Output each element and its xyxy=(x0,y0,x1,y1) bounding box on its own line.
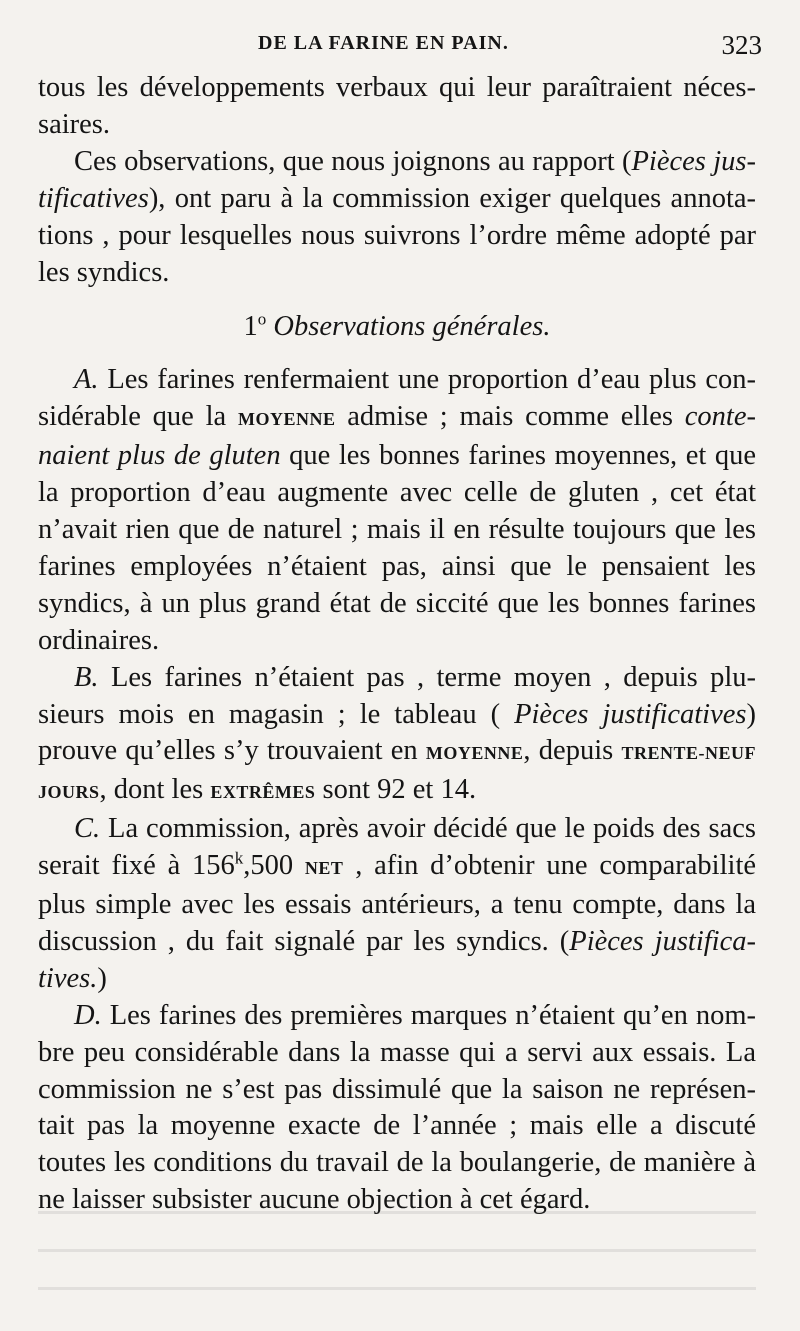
paragraph-label: D. xyxy=(74,999,102,1031)
paragraph-label: B. xyxy=(74,661,99,693)
page-header xyxy=(38,32,762,66)
page-number: 323 xyxy=(721,30,762,60)
paragraph-label: A. xyxy=(74,364,99,396)
section-heading: 1$^o$ Observations générales. xyxy=(243,309,551,343)
paragraph-c: C. La commission, après avoir décidé que le poids des sacs serait fixé à 156$^k$,500 NET , afin d’obtenir une comparabilité plus simple avec les essais antérieurs, a tenu compte, dans la discussion , du fait signalé par les syndics. (Pièces justifica-tives.) xyxy=(38,813,757,994)
paragraph-continuation: tous les développements verbaux qui leur paraîtraient néces-saires. xyxy=(38,72,756,140)
paragraph-label: C. xyxy=(74,813,101,845)
running-title: DE LA FARINE EN PAIN. xyxy=(258,32,509,54)
paragraph-a: A. Les farines renfermaient une proportion d’eau plus con-sidérable que la MOYENNE admise ; mais comme elles conte-naient plus de gluten que les bonnes farines moyennes, et que la proportion d’eau augmente avec celle de gluten , cet état n’avait rien que de naturel ; mais il en résulte toujours que les farines employées n’étaient pas, ainsi que le pensaient les syndics, à un plus grand état de siccité que les bonnes farines ordinaires. xyxy=(38,364,756,656)
paragraph-b: B. Les farines n’étaient pas , terme moyen , depuis plu-sieurs mois en magasin ; le tableau ( Pièces justificatives) prouve qu’elles s’y trouvaient en MOYENNE, depuis TRENTE-NEUF JOURS, dont les EXTRÊMES sont 92 et 14. xyxy=(38,661,756,806)
paragraph-d: D. Les farines des premières marques n’étaient qu’en nom-bre peu considérable dans la masse qui a servi aux essais. La commission ne s’est pas dissimulé que la saison ne représen-tait pas la moyenne exacte de l’année ; mais elle a discuté toutes les conditions du travail de la boulangerie, de manière à ne laisser subsister aucune objection à cet égard. xyxy=(38,999,756,1216)
bleed-through-text xyxy=(38,1195,756,1315)
paragraph-observations: Ces observations, que nous joignons au rapport (Pièces jus-tificatives), ont paru à la commission exiger quelques annota-tions , pour lesquelles nous suivrons l’ordre même adopté par les syndics. xyxy=(38,145,757,288)
page-body xyxy=(38,70,756,1219)
